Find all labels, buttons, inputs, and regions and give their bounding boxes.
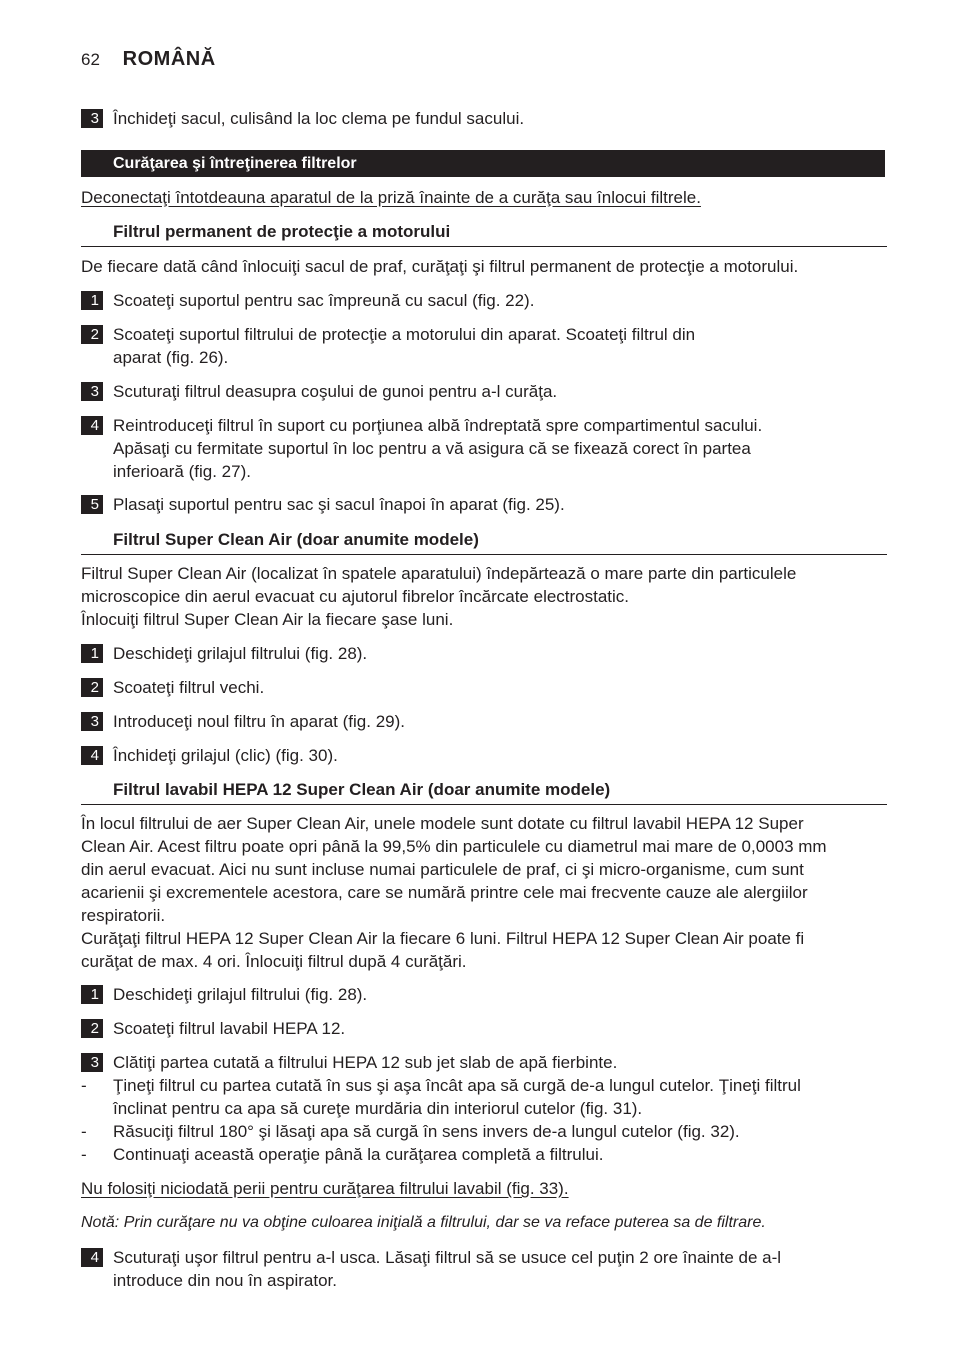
note-text: Notă: Prin curăţare nu va obţine culoarea iniţială a filtrului, dar se va reface puterea sa de filtrare. [81, 1214, 766, 1231]
warning-underlined: Deconectaţi întotdeauna aparatul de la priză înainte de a curăţa sau înlocui filtrele. [81, 188, 701, 207]
dash-text: Continuaţi această operaţie până la curăţarea completă a filtrului. [113, 1145, 604, 1164]
paragraph-line: respiratorii. [81, 906, 166, 925]
section-title-bar: Curăţarea şi întreţinerea filtrelor [81, 150, 885, 177]
step-text: aparat (fig. 26). [113, 348, 229, 367]
dash-list-item [81, 1143, 887, 1166]
step-item [81, 1051, 887, 1074]
step-number-badge: 2 [81, 678, 103, 697]
step-number-badge: 4 [81, 1248, 103, 1267]
step-number-badge: 3 [81, 1053, 103, 1072]
warning-text [81, 186, 887, 209]
dash-bullet: - [81, 1076, 87, 1095]
step-item [81, 983, 887, 1006]
dash-bullet: - [81, 1122, 87, 1141]
step-text: Apăsaţi cu fermitate suportul în loc pentru a vă asigura că se fixează corect în partea [113, 439, 751, 458]
step-text: Scoateţi suportul pentru sac împreună cu sacul (fig. 22). [113, 291, 535, 310]
paragraph-line: curăţat de max. 4 ori. Înlocuiţi filtrul după 4 curăţări. [81, 952, 467, 971]
intro-text: De fiecare dată când înlocuiţi sacul de praf, curăţaţi şi filtrul permanent de protecţie a motorului. [81, 257, 799, 276]
step-text: Plasaţi suportul pentru sac şi sacul înapoi în aparat (fig. 25). [113, 495, 565, 514]
paragraph-line: Clean Air. Acest filtru poate opri până la 99,5% din particulele cu diametrul mai mare de 0,0003 mm [81, 837, 827, 856]
paragraph-line: din aerul evacuat. Aici nu sunt incluse numai particulele de praf, ci şi micro-organisme, cum sunt [81, 860, 804, 879]
step-number-badge: 2 [81, 1019, 103, 1038]
step-item [81, 710, 887, 733]
step-number-badge: 2 [81, 325, 103, 344]
language-title: ROMÂNĂ [122, 48, 216, 70]
paragraph-line: Înlocuiţi filtrul Super Clean Air la fiecare şase luni. [81, 610, 454, 629]
step-item [81, 642, 887, 665]
step-item [81, 1017, 887, 1040]
step-text: Scuturaţi uşor filtrul pentru a-l usca. Lăsaţi filtrul să se usuce cel puţin 2 ore înainte de a-l [113, 1248, 782, 1267]
step-text: Reintroduceţi filtrul în suport cu porţiunea albă îndreptată spre compartimentul sacului. [113, 416, 763, 435]
step-item [81, 493, 887, 516]
step-item [81, 380, 887, 403]
step-number-badge: 3 [81, 712, 103, 731]
step-text: inferioară (fig. 27). [113, 462, 251, 481]
step-item [81, 289, 887, 312]
step-text: Deschideţi grilajul filtrului (fig. 28). [113, 644, 368, 663]
dash-list-item [81, 1074, 887, 1120]
step-item [81, 414, 887, 483]
dash-text: Ţineţi filtrul cu partea cutată în sus şi aşa încât apa să curgă de-a lungul cutelor. Ţineţi filtrul [113, 1076, 801, 1095]
paragraph-line: acarienii şi excrementele acestora, care se numără printre cele mai frecvente cauze ale alergiilor [81, 883, 808, 902]
step-number-badge: 1 [81, 985, 103, 1004]
subsection-title: Filtrul Super Clean Air (doar anumite modele) [81, 528, 887, 555]
step-number-badge: 3 [81, 382, 103, 401]
step-text: Scoateţi filtrul lavabil HEPA 12. [113, 1019, 346, 1038]
subsection-title: Filtrul lavabil HEPA 12 Super Clean Air (doar anumite modele) [81, 778, 887, 805]
step-text: Închideţi grilajul (clic) (fig. 30). [113, 746, 338, 765]
step-item [81, 323, 887, 369]
step-item [81, 676, 887, 699]
step-number-badge: 3 [81, 109, 103, 128]
step-item [81, 107, 887, 130]
step-number-badge: 1 [81, 291, 103, 310]
step-number-badge: 4 [81, 746, 103, 765]
step-text: Închideţi sacul, culisând la loc clema pe fundul sacului. [113, 109, 525, 128]
step-number-badge: 5 [81, 495, 103, 514]
paragraph-line: În locul filtrului de aer Super Clean Air, unele modele sunt dotate cu filtrul lavabil HEPA 12 Super [81, 814, 804, 833]
step-text: Introduceţi noul filtru în aparat (fig. 29). [113, 712, 405, 731]
paragraph-line: Curăţaţi filtrul HEPA 12 Super Clean Air la fiecare 6 luni. Filtrul HEPA 12 Super Clean Air poate fi [81, 929, 805, 948]
step-text: introduce din nou în aspirator. [113, 1271, 337, 1290]
dash-list-item [81, 1120, 887, 1143]
warning-text [81, 1177, 887, 1200]
dash-bullet: - [81, 1145, 87, 1164]
step-text: Scuturaţi filtrul deasupra coşului de gunoi pentru a-l curăţa. [113, 382, 558, 401]
paragraph [81, 812, 887, 973]
page-header [81, 48, 216, 71]
step-text: Clătiţi partea cutată a filtrului HEPA 12 sub jet slab de apă fierbinte. [113, 1053, 618, 1072]
step-item [81, 744, 887, 767]
paragraph-line: microscopice din aerul evacuat cu ajutorul fibrelor încărcate electrostatic. [81, 587, 630, 606]
step-number-badge: 4 [81, 416, 103, 435]
step-number-badge: 1 [81, 644, 103, 663]
dash-text: Răsuciţi filtrul 180° şi lăsaţi apa să curgă în sens invers de-a lungul cutelor (fig. 32). [113, 1122, 740, 1141]
subsection-title: Filtrul permanent de protecţie a motorului [81, 220, 887, 247]
dash-text: înclinat pentru ca apa să cureţe murdăria din interiorul cutelor (fig. 31). [113, 1099, 643, 1118]
page-number: 62 [81, 50, 100, 69]
step-text: Scoateţi suportul filtrului de protecţie a motorului din aparat. Scoateţi filtrul din [113, 325, 696, 344]
warning-underlined: Nu folosiţi niciodată perii pentru curăţarea filtrului lavabil (fig. 33). [81, 1179, 569, 1198]
step-text: Deschideţi grilajul filtrului (fig. 28). [113, 985, 368, 1004]
step-item [81, 1246, 887, 1292]
paragraph-line: Filtrul Super Clean Air (localizat în spatele aparatului) îndepărtează o mare parte din particulele [81, 564, 797, 583]
paragraph [81, 562, 887, 631]
step-text: Scoateţi filtrul vechi. [113, 678, 265, 697]
